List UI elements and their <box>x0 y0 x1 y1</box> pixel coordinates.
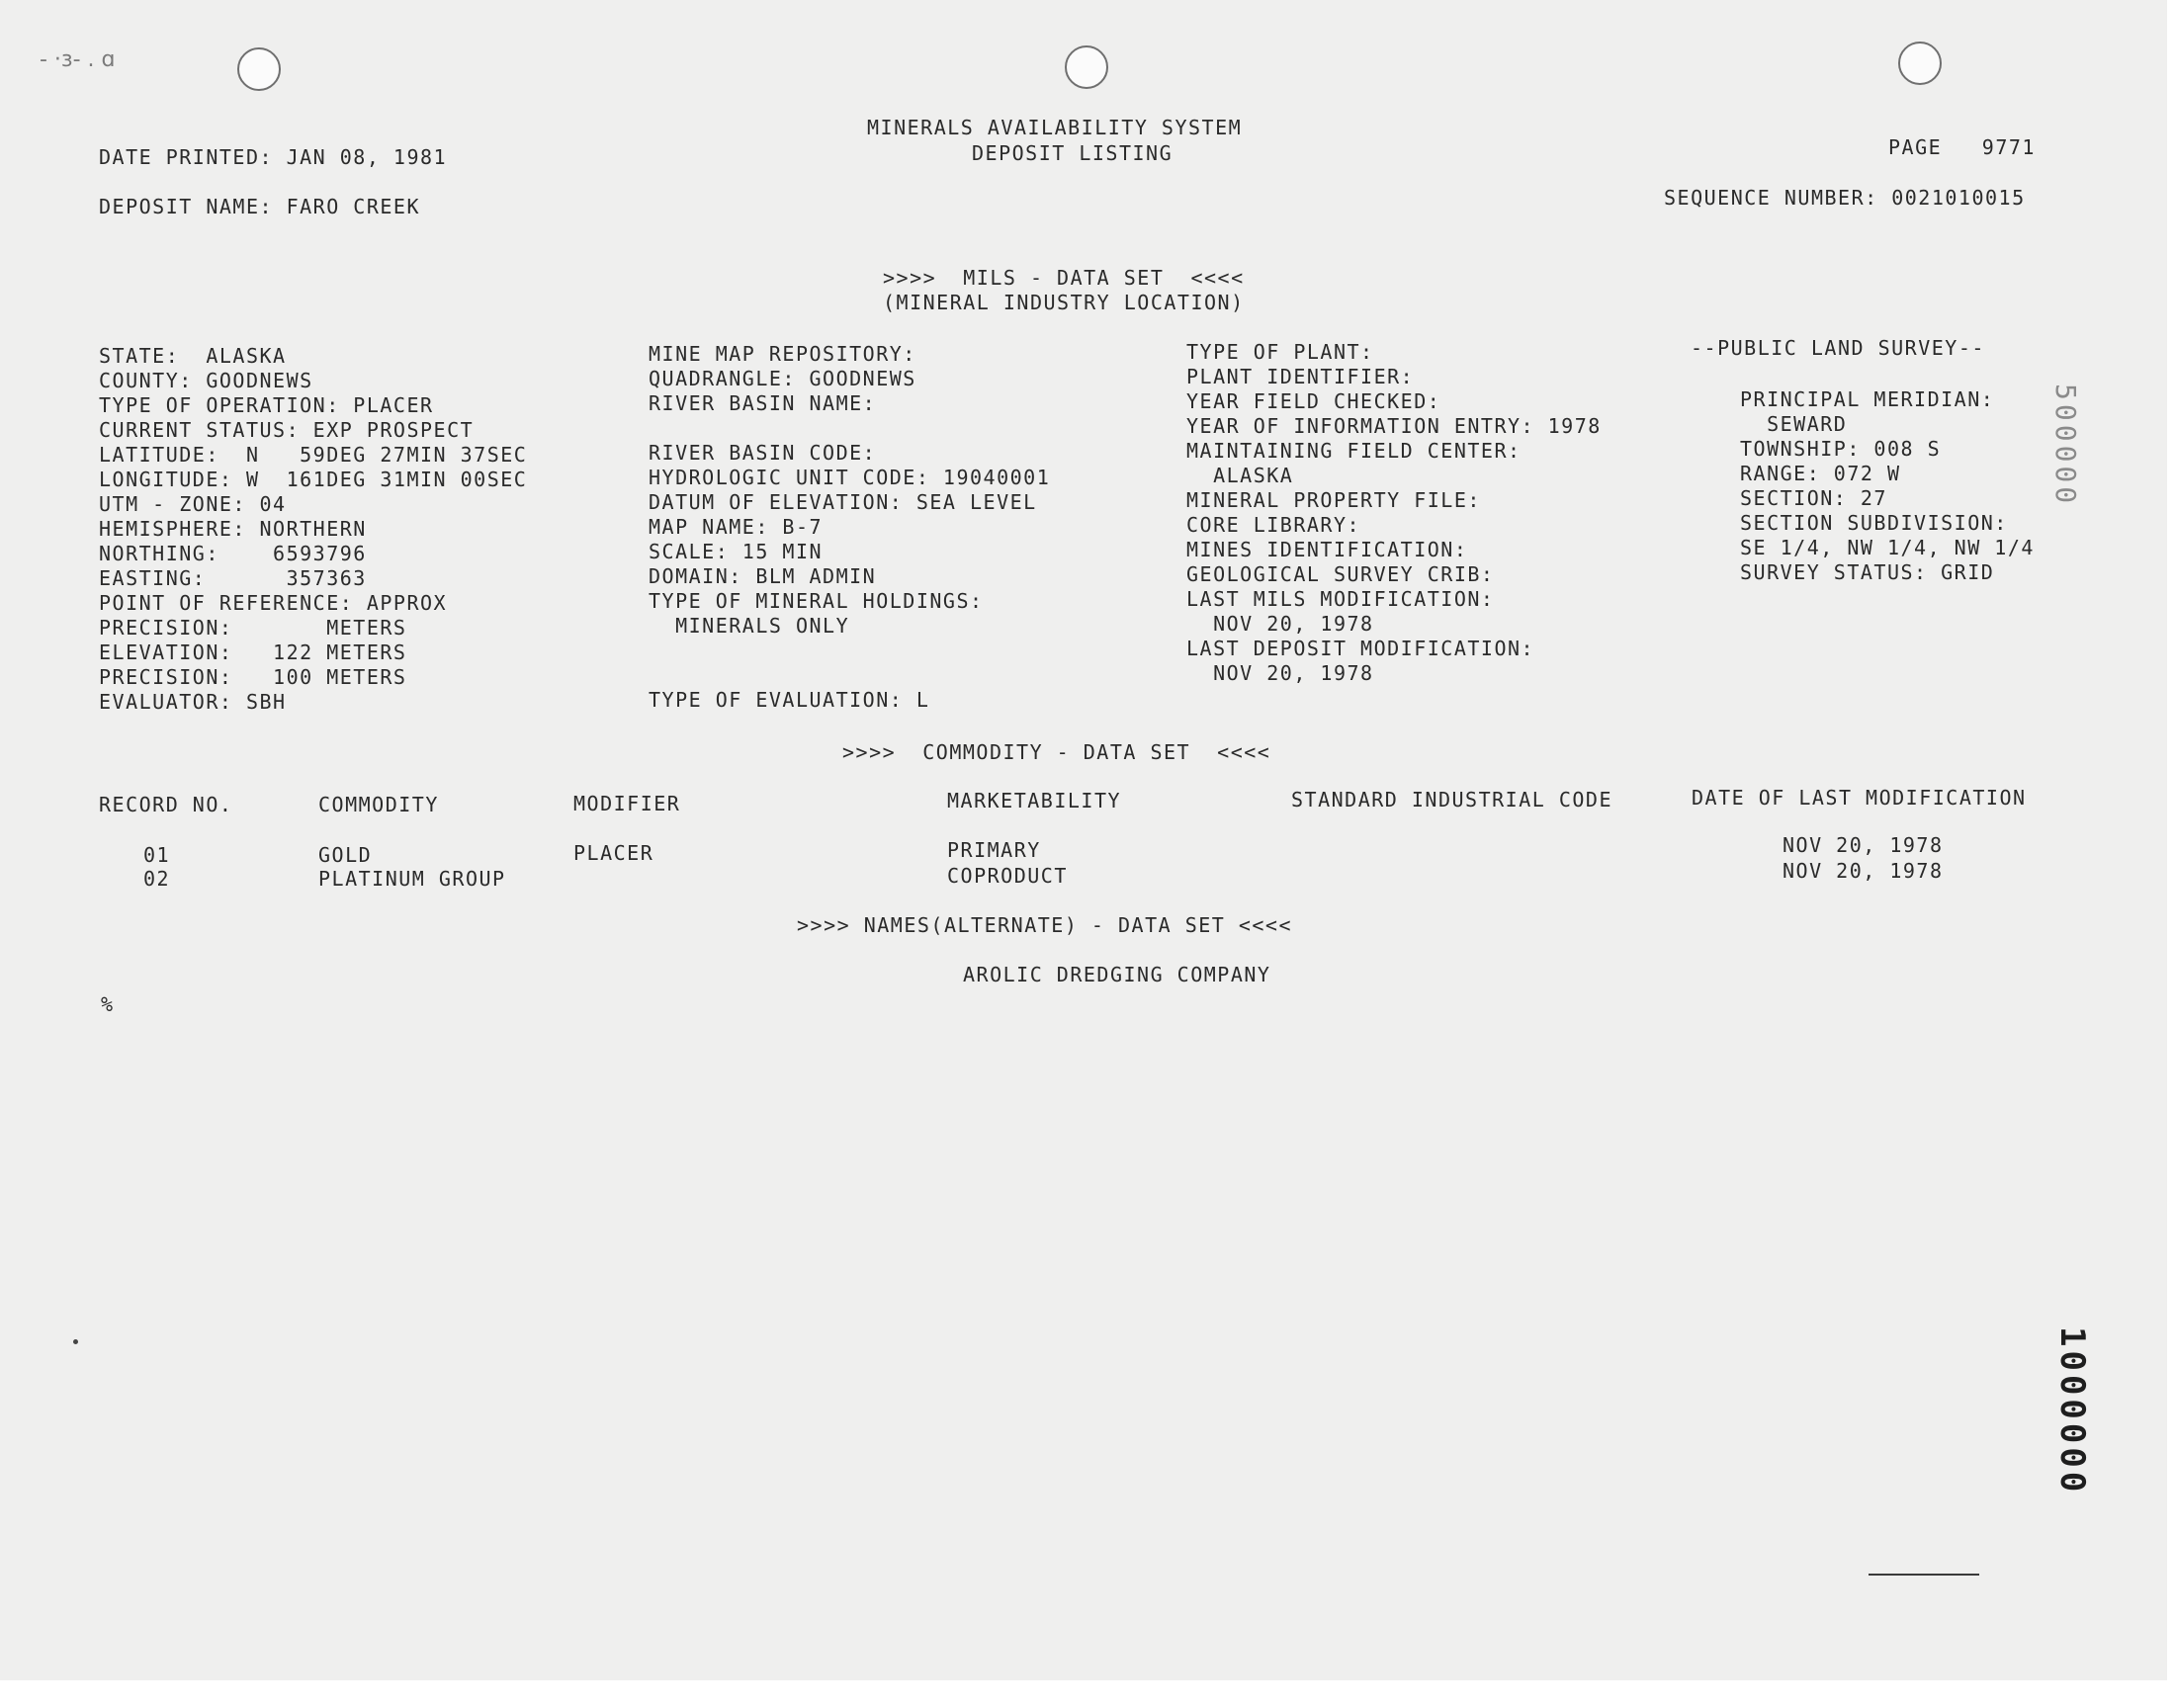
mils-field: NOV 20, 1978 <box>1186 612 1374 636</box>
mils-field: NOV 20, 1978 <box>1186 661 1374 685</box>
mils-field: PRECISION: METERS <box>99 616 407 640</box>
handwritten-mark: - ·ɜ- . ɑ <box>40 47 116 72</box>
mils-heading: >>>> MILS - DATA SET <<<< <box>883 266 1245 290</box>
cell-marketability: COPRODUCT <box>947 864 1068 888</box>
cell-modifier: PLACER <box>573 841 654 865</box>
mils-field: CURRENT STATUS: EXP PROSPECT <box>99 418 475 442</box>
mils-field: MAP NAME: B-7 <box>649 515 824 539</box>
mils-subheading: (MINERAL INDUSTRY LOCATION) <box>883 291 1245 314</box>
stray-dot <box>73 1339 78 1344</box>
mils-field: DATUM OF ELEVATION: SEA LEVEL <box>649 490 1037 514</box>
survey-field: SURVEY STATUS: GRID <box>1740 560 1995 584</box>
survey-field: PRINCIPAL MERIDIAN: <box>1740 387 1995 411</box>
column-header-modifier: MODIFIER <box>573 792 681 815</box>
cell-commodity: GOLD <box>318 843 373 867</box>
column-header-last-modification: DATE OF LAST MODIFICATION <box>1692 786 2027 810</box>
margin-stamp-lower: 1000000 <box>2052 1326 2092 1496</box>
end-of-record-mark: % <box>101 992 115 1016</box>
mils-field: MINERALS ONLY <box>649 614 850 638</box>
cell-date: NOV 20, 1978 <box>1783 859 1944 883</box>
column-header-sic: STANDARD INDUSTRIAL CODE <box>1291 788 1612 811</box>
mils-field: TYPE OF MINERAL HOLDINGS: <box>649 589 984 613</box>
mils-field: LONGITUDE: W 161DEG 31MIN 00SEC <box>99 468 528 491</box>
mils-field: QUADRANGLE: GOODNEWS <box>649 367 916 390</box>
mils-field: GEOLOGICAL SURVEY CRIB: <box>1186 562 1495 586</box>
mils-field: TYPE OF PLANT: <box>1186 340 1374 364</box>
survey-field: SECTION SUBDIVISION: <box>1740 511 2008 535</box>
mils-field: CORE LIBRARY: <box>1186 513 1361 537</box>
column-header-marketability: MARKETABILITY <box>947 789 1122 812</box>
mils-field: HEMISPHERE: NORTHERN <box>99 517 367 541</box>
sequence-number: SEQUENCE NUMBER: 0021010015 <box>1664 186 2026 210</box>
mils-field: SCALE: 15 MIN <box>649 540 824 563</box>
mils-field: DOMAIN: BLM ADMIN <box>649 564 877 588</box>
mils-field: ALASKA <box>1186 464 1294 487</box>
cell-date: NOV 20, 1978 <box>1783 833 1944 857</box>
survey-field: TOWNSHIP: 008 S <box>1740 437 1942 461</box>
survey-field: SECTION: 27 <box>1740 486 1887 510</box>
page-number: PAGE 9771 <box>1888 135 2036 159</box>
mils-field: MINERAL PROPERTY FILE: <box>1186 488 1481 512</box>
mils-field: COUNTY: GOODNEWS <box>99 369 313 392</box>
mils-field: RIVER BASIN CODE: <box>649 441 877 465</box>
mils-field: EASTING: 357363 <box>99 566 367 590</box>
mils-field: PLANT IDENTIFIER: <box>1186 365 1415 388</box>
mils-field: STATE: ALASKA <box>99 344 287 368</box>
report-title: MINERALS AVAILABILITY SYSTEM <box>867 116 1243 139</box>
alternate-name: AROLIC DREDGING COMPANY <box>963 963 1271 986</box>
mils-field: UTM - ZONE: 04 <box>99 492 287 516</box>
mils-field: TYPE OF EVALUATION: L <box>649 688 930 712</box>
mils-field: HYDROLOGIC UNIT CODE: 19040001 <box>649 466 1051 489</box>
mils-field: LAST DEPOSIT MODIFICATION: <box>1186 637 1535 660</box>
mils-field: MAINTAINING FIELD CENTER: <box>1186 439 1522 463</box>
mils-field: POINT OF REFERENCE: APPROX <box>99 591 448 615</box>
commodity-heading: >>>> COMMODITY - DATA SET <<<< <box>842 740 1271 764</box>
mils-field: PRECISION: 100 METERS <box>99 665 407 689</box>
binder-hole-left <box>237 47 281 91</box>
mils-field: YEAR OF INFORMATION ENTRY: 1978 <box>1186 414 1602 438</box>
cell-commodity: PLATINUM GROUP <box>318 867 506 891</box>
survey-field: SEWARD <box>1740 412 1848 436</box>
cell-record: 01 <box>143 843 171 867</box>
mils-field: NORTHING: 6593796 <box>99 542 367 565</box>
survey-field: SE 1/4, NW 1/4, NW 1/4 <box>1740 536 2035 559</box>
column-header-commodity: COMMODITY <box>318 793 439 816</box>
public-land-survey-title: --PUBLIC LAND SURVEY-- <box>1691 336 1985 360</box>
binder-hole-right <box>1898 42 1942 85</box>
mils-field: YEAR FIELD CHECKED: <box>1186 389 1441 413</box>
column-header-record: RECORD NO. <box>99 793 233 816</box>
mils-field: TYPE OF OPERATION: PLACER <box>99 393 434 417</box>
report-subtitle: DEPOSIT LISTING <box>972 141 1174 165</box>
names-heading: >>>> NAMES(ALTERNATE) - DATA SET <<<< <box>797 913 1293 937</box>
cell-marketability: PRIMARY <box>947 838 1041 862</box>
mils-field: MINES IDENTIFICATION: <box>1186 538 1468 561</box>
margin-rule <box>1869 1574 1979 1576</box>
mils-field: LAST MILS MODIFICATION: <box>1186 587 1495 611</box>
cell-record: 02 <box>143 867 171 891</box>
deposit-name: DEPOSIT NAME: FARO CREEK <box>99 195 420 218</box>
mils-field: LATITUDE: N 59DEG 27MIN 37SEC <box>99 443 528 467</box>
date-printed: DATE PRINTED: JAN 08, 1981 <box>99 145 448 169</box>
mils-field: RIVER BASIN NAME: <box>649 391 877 415</box>
survey-field: RANGE: 072 W <box>1740 462 1901 485</box>
binder-hole-center <box>1065 45 1108 89</box>
mils-field: ELEVATION: 122 METERS <box>99 640 407 664</box>
mils-field: EVALUATOR: SBH <box>99 690 287 714</box>
margin-stamp-upper: 500000 <box>2049 384 2082 508</box>
mils-field: MINE MAP REPOSITORY: <box>649 342 916 366</box>
